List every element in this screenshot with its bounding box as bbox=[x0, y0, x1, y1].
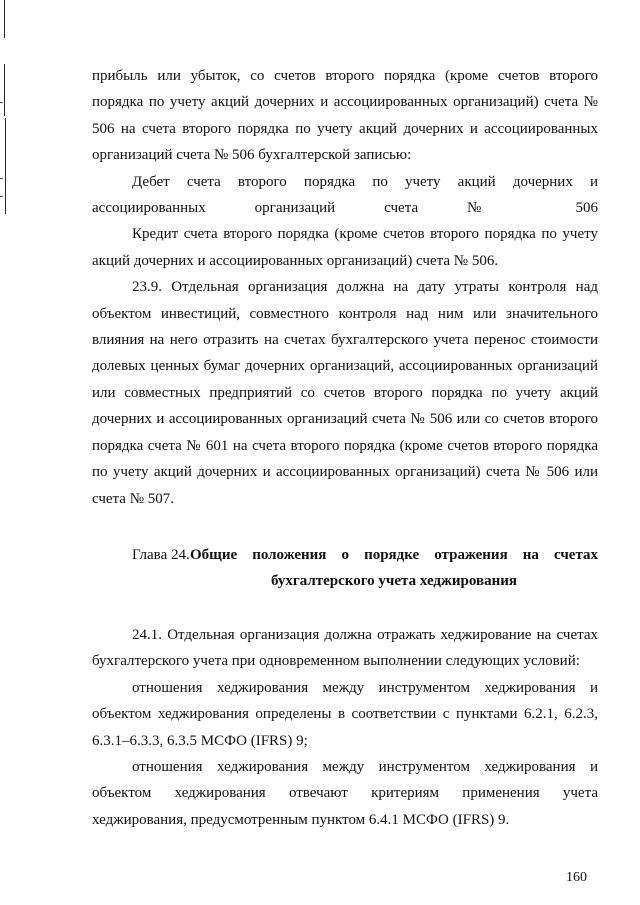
scan-edge-tick bbox=[0, 196, 3, 197]
scan-edge-line-top bbox=[4, 0, 5, 38]
paragraph-clause-24-1: 24.1. Отдельная организация должна отражать хеджирование на счетах бухгалтерского учета при одновременном выполнении следующих условий: bbox=[92, 626, 598, 670]
paragraph-continuation: прибыль или убыток, со счетов второго порядка (кроме счетов второго порядка по учету акций дочерних и ассоциированных организаций) счета № 506 на счета второго порядка по учету акций дочерних и ассоциированных организаций счета № 506 бухгалтерской записью: bbox=[92, 68, 598, 164]
scan-edge-line-lower bbox=[5, 118, 6, 214]
scan-edge-line-middle bbox=[4, 64, 5, 116]
paragraph-condition-1: отношения хеджирования между инструментом хеджирования и объектом хеджирования определены в соответствии с пунктами 6.2.1, 6.2.3, 6.3.1–6.3.3, 6.3.5 МСФО (IFRS) 9; bbox=[92, 679, 598, 749]
chapter-number: Глава 24. bbox=[132, 546, 190, 563]
scan-edge-tick bbox=[0, 102, 3, 103]
chapter-heading bbox=[92, 536, 598, 592]
paragraph-condition-2: отношения хеджирования между инструментом хеджирования и объектом хеджирования отвечают критериям применения учета хеджирования, предусмотренным пунктом 6.4.1 МСФО (IFRS) 9. bbox=[92, 758, 598, 828]
scan-edge-tick bbox=[0, 178, 3, 179]
page-number: 160 bbox=[566, 870, 587, 885]
paragraph-clause-23-9: 23.9. Отдельная организация должна на дату утраты контроля над объектом инвестиций, совместного контроля над ним или значительного влияния на него отразить на счетах бухгалтерского учета перенос стоимости долевых ценных бумаг дочерних организаций, ассоциированных организаций или совместных предприятий со счетов второго порядка по учету акций дочерних и ассоциированных организаций счета № 506 или со счетов второго порядка счета № 601 на счета второго порядка (кроме счетов второго порядка по учету акций дочерних и ассоциированных организаций) счета № 506 или счета № 507. bbox=[92, 279, 598, 507]
paragraph-credit-entry: Кредит счета второго порядка (кроме счетов второго порядка по учету акций дочерних и ассоциированных организаций) счета № 506. bbox=[92, 226, 598, 269]
document-page bbox=[92, 63, 598, 833]
chapter-title: Общие положения о порядке отражения на счетах бухгалтерского учета хеджирования bbox=[190, 546, 598, 590]
paragraph-debit-entry: Дебет счета второго порядка по учету акций дочерних и ассоциированных организаций счета № 506 bbox=[92, 173, 598, 217]
